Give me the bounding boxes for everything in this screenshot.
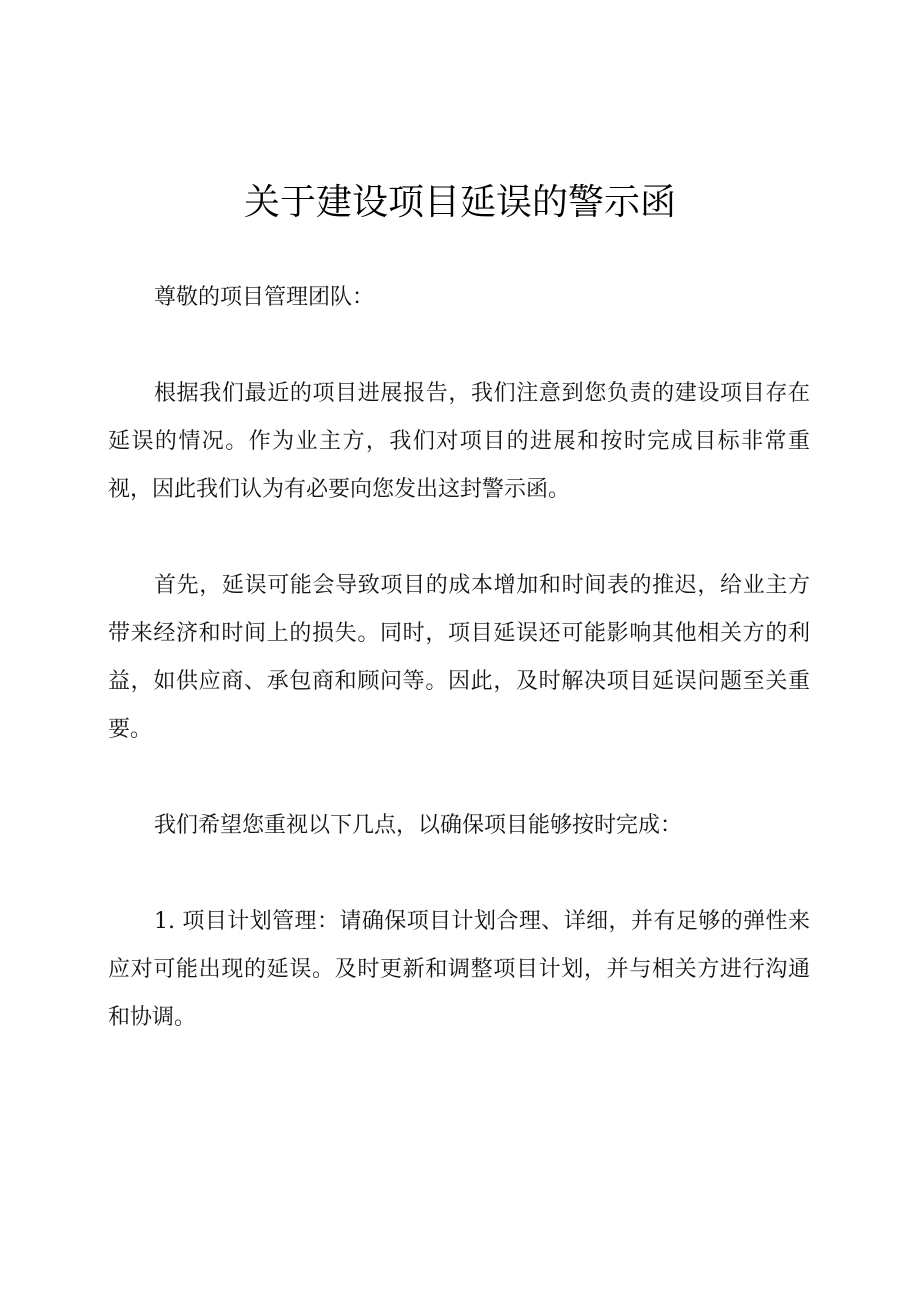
paragraph-intro: 根据我们最近的项目进展报告，我们注意到您负责的建设项目存在延误的情况。作为业主方，我们对项目的进展和按时完成目标非常重视，因此我们认为有必要向您发出这封警示函。 [108,381,810,502]
paragraph-expectations: 我们希望您重视以下几点，以确保项目能够按时完成： [154,813,683,838]
list-item-project-plan: 1. 项目计划管理：请确保项目计划合理、详细，并有足够的弹性来应对可能出现的延误。及时更新和调整项目计划，并与相关方进行沟通和协调。 [108,909,810,1030]
paragraph-first-point: 首先，延误可能会导致项目的成本增加和时间表的推迟，给业主方带来经济和时间上的损失。同时，项目延误还可能影响其他相关方的利益，如供应商、承包商和顾问等。因此，及时解决项目延误问题至关重要。 [108,573,810,742]
letter-title: 关于建设项目延误的警示函 [243,182,676,223]
greeting-line: 尊敬的项目管理团队： [154,285,375,310]
